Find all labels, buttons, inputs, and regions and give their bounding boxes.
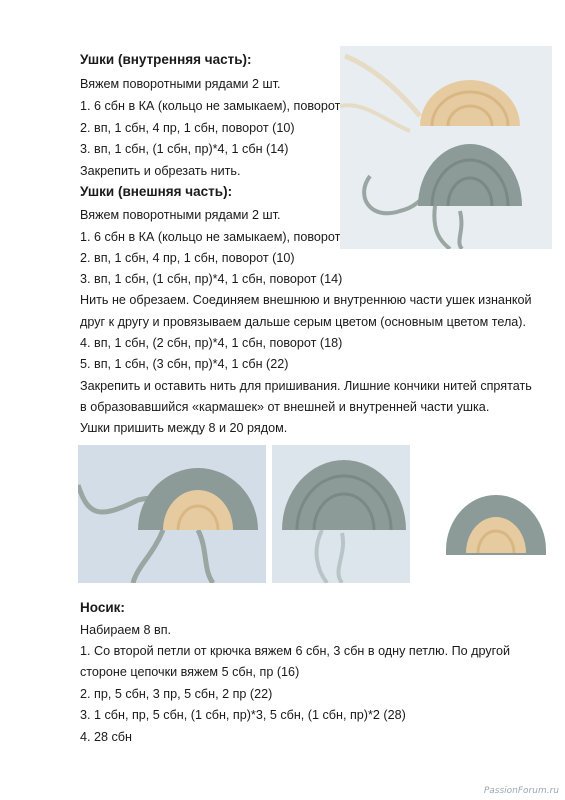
ears-outer-line-4: 3. вп, 1 сбн, (1 сбн, пр)*4, 1 сбн, поворот (14) [80,272,343,286]
ear-assembly-illustration-1 [78,445,266,583]
nose-line-2: 1. Со второй петли от крючка вяжем 6 сбн, 3 сбн в одну петлю. По другой [80,644,511,658]
nose-line-1: Набираем 8 вп. [80,623,172,637]
nose-line-6: 4. 28 сбн [80,730,132,744]
ear-parts-illustration [340,46,552,249]
ears-outer-line-3: 2. вп, 1 сбн, 4 пр, 1 сбн, поворот (10) [80,251,295,265]
ears-outer-line-8: 5. вп, 1 сбн, (3 сбн, пр)*4, 1 сбн (22) [80,357,289,371]
nose-line-5: 3. 1 сбн, пр, 5 сбн, (1 сбн, пр)*3, 5 сбн, (1 сбн, пр)*2 (28) [80,708,406,722]
nose-line-4: 2. пр, 5 сбн, 3 пр, 5 сбн, 2 пр (22) [80,687,273,701]
ears-inner-line-5: Закрепить и обрезать нить. [80,164,241,178]
ears-inner-title: Ушки (внутренняя часть): [80,52,252,67]
ears-outer-line-2: 1. 6 сбн в КА (кольцо не замыкаем), поворот [80,230,341,244]
ears-outer-line-5: Нить не обрезаем. Соединяем внешнюю и внутреннюю части ушек изнанкой [80,293,532,307]
ear-finished-photo [416,445,565,583]
ear-parts-photo [340,46,552,249]
ears-inner-line-1: Вяжем поворотными рядами 2 шт. [80,77,281,91]
ears-outer-line-1: Вяжем поворотными рядами 2 шт. [80,208,281,222]
watermark-text: PassionForum.ru [483,786,559,796]
ears-inner-line-4: 3. вп, 1 сбн, (1 сбн, пр)*4, 1 сбн (14) [80,142,289,156]
ear-assembly-photo-2 [272,445,410,583]
ear-assembly-photo-1 [78,445,266,583]
nose-line-3: стороне цепочки вяжем 5 сбн, пр (16) [80,665,300,679]
nose-title: Носик: [80,600,125,615]
ear-assembly-illustration-2 [272,445,410,583]
ears-outer-line-10: в образовавшийся «кармашек» от внешней и внутренней части ушка. [80,400,490,414]
ears-outer-line-11: Ушки пришить между 8 и 20 рядом. [80,421,288,435]
ears-outer-title: Ушки (внешняя часть): [80,184,233,199]
ears-inner-line-3: 2. вп, 1 сбн, 4 пр, 1 сбн, поворот (10) [80,121,295,135]
ears-outer-line-9: Закрепить и оставить нить для пришивания. Лишние кончики нитей спрятать [80,379,532,393]
ears-outer-line-7: 4. вп, 1 сбн, (2 сбн, пр)*4, 1 сбн, поворот (18) [80,336,343,350]
ears-outer-line-6: друг к другу и провязываем дальше серым цветом (основным цветом тела). [80,315,526,329]
ear-finished-illustration [416,445,565,583]
ears-inner-line-2: 1. 6 сбн в КА (кольцо не замыкаем), поворот [80,99,341,113]
